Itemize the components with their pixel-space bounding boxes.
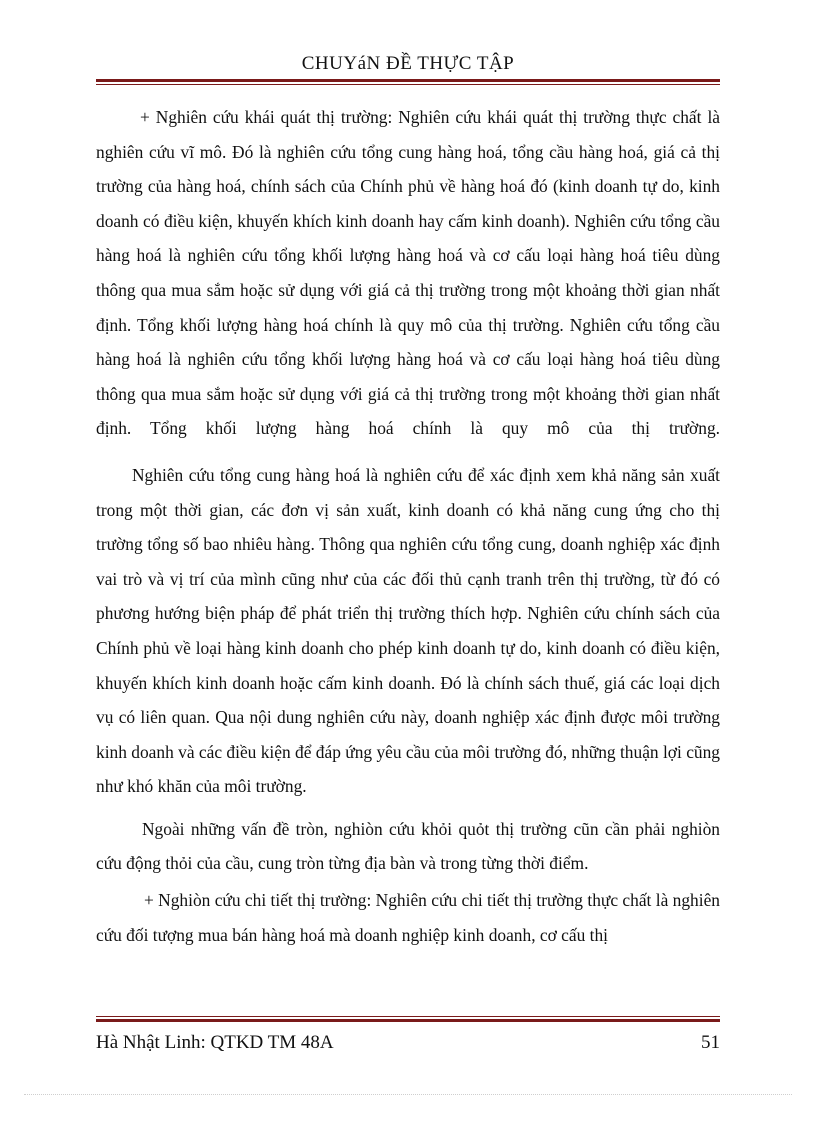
paragraph-total-supply: Nghiên cứu tổng cung hàng hoá là nghiên cứu để xác định xem khả năng sản xuất trong một thời gian, các đơn vị sản xuất, kinh doanh có khả năng cung ứng cho thị trường tổng số bao nhiêu hàng. Thông qua nghiên cứu tổng cung, doanh nghiệp xác định vai trò và vị trí của mình cũng như của các đối thủ cạnh tranh trên thị trường, từ đó có phương hướng biện pháp để phát triển thị trường thích hợp. Nghiên cứu chính sách của Chính phủ về loại hàng kinh doanh cho phép kinh doanh tự do, kinh doanh có điều kiện, khuyến khích kinh doanh hoặc cấm kinh doanh. Đó là chính sách thuế, giá các loại dịch vụ có liên quan. Qua nội dung nghiên cứu này, doanh nghiệp xác định được môi trường kinh doanh và các điều kiện để đáp ứng yêu cầu của môi trường đó, những thuận lợi cũng như khó khăn của môi trường. <box>96 464 720 797</box>
paragraph-market-overview: + Nghiên cứu khái quát thị trường: Nghiên cứu khái quát thị trường thực chất là nghiên cứu vĩ mô. Đó là nghiên cứu tổng cung hàng hoá, tổng cầu hàng hoá, giá cả thị trường của hàng hoá, chính sách của Chính phủ về hàng hoá đó (kinh doanh tự do, kinh doanh có điều kiện, khuyến khích kinh doanh hay cấm kinh doanh). Nghiên cứu tổng cầu hàng hoá là nghiên cứu tổng khối lượng hàng hoá và cơ cấu loại hàng hoá tiêu dùng thông qua mua sắm hoặc sử dụng với giá cả thị trường trong một khoảng thời gian nhất định. Tổng khối lượng hàng hoá chính là quy mô của thị trường. Nghiên cứu tổng cầu hàng hoá là nghiên cứu tổng khối lượng hàng hoá và cơ cấu loại hàng hoá tiêu dùng thông qua mua sắm hoặc sử dụng với giá cả thị trường trong một khoảng thời gian nhất định. Tổng khối lượng hàng hoá chính là quy mô của thị trường. <box>96 107 720 439</box>
paragraph-other-issues: Ngoài những vấn đề tròn, nghiòn cứu khỏi quỏt thị trường cũn cần phải nghiòn cứu động thỏi của cầu, cung tròn từng địa bàn và trong từng thời điểm. <box>96 818 720 874</box>
footer-rule-thick <box>96 1019 720 1022</box>
page-boundary-dotted <box>24 1094 792 1095</box>
page-number: 51 <box>701 1032 720 1053</box>
body-text <box>96 100 720 952</box>
header-rule-thin <box>96 84 720 85</box>
page-header-title: CHUYáN ĐỀ THỰC TẬP <box>301 53 515 74</box>
header-rule-thick <box>96 79 720 82</box>
paragraph-market-detail: + Nghiòn cứu chi tiết thị trường: Nghiên cứu chi tiết thị trường thực chất là nghiên cứu đối tượng mua bán hàng hoá mà doanh nghiệp kinh doanh, cơ cấu thị <box>96 890 720 945</box>
footer-rule-thin <box>96 1016 720 1017</box>
footer-author: Hà Nhật Linh: QTKD TM 48A <box>96 1032 334 1053</box>
